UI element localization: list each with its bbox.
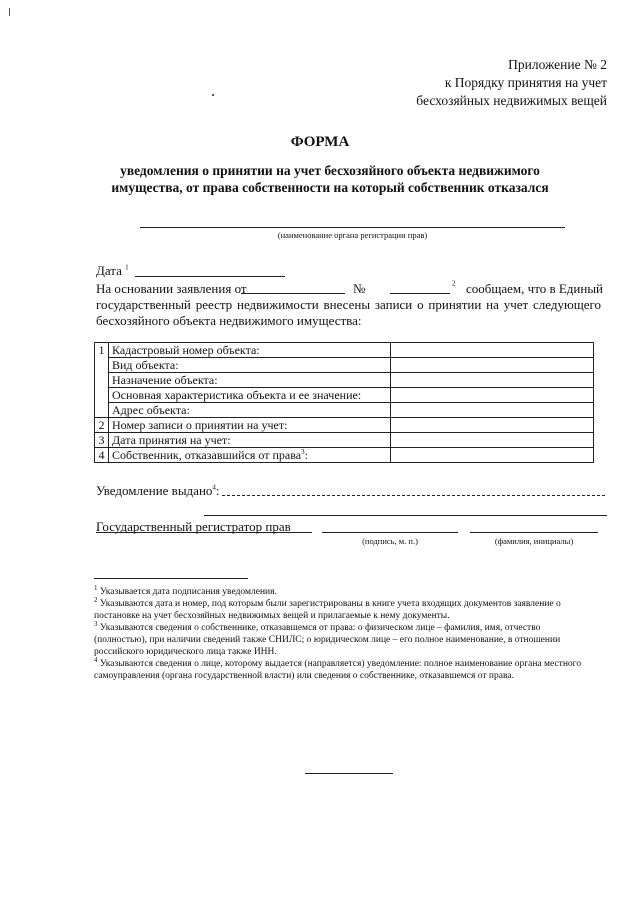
scan-speck (9, 8, 10, 16)
end-of-form-line (305, 773, 393, 774)
application-date-field[interactable] (241, 293, 345, 294)
footnote: $^3$ Указываются сведения о собственнике, отказавшемся от права: о физическом лице – фамилия, имя, отчество (полностью), при наличии сведений также СНИЛС; о юридическом лице – его полное наименование, в отношении российского юридического лица также ИНН. (94, 619, 561, 657)
row-label: Собственник, отказавшийся от права$^3$: (109, 448, 391, 463)
row-value-cell[interactable] (391, 403, 594, 418)
basis-prefix: На основании заявления от (96, 281, 247, 296)
name-field[interactable] (470, 532, 598, 533)
scan-speck (212, 94, 214, 96)
registrar-underline (96, 532, 312, 533)
authority-name-line[interactable] (140, 227, 565, 228)
date-label: Дата $^1$ (96, 263, 129, 278)
row-value-cell[interactable] (391, 448, 594, 463)
row-value-cell[interactable] (391, 418, 594, 433)
basis-suffix: сообщаем, что в Единый (466, 281, 604, 296)
footnote: $^2$ Указываются дата и номер, под которым были зарегистрированы в книге учета входящих документов заявление о постановке на учет бесхозяйных недвижимых вещей и прилагаемые к нему документы. (94, 595, 561, 621)
footnote: $^1$ Указывается дата подписания уведомления. (94, 583, 277, 597)
row-label: Адрес объекта: (109, 403, 391, 418)
appendix-ref-line: бесхозяйных недвижимых вещей (416, 93, 607, 108)
row-label: Номер записи о принятии на учет: (109, 418, 391, 433)
table-row (95, 448, 594, 463)
row-value-cell[interactable] (391, 343, 594, 358)
date-field[interactable] (135, 276, 285, 277)
name-caption: (фамилия, инициалы) (494, 536, 574, 546)
signature-field[interactable] (322, 532, 458, 533)
row-label: Назначение объекта: (109, 373, 391, 388)
table-row (95, 388, 594, 403)
table-row (95, 418, 594, 433)
row-number: 3 (95, 433, 109, 448)
basis-line: государственный реестр недвижимости внесены записи о принятии на учет следующего (96, 297, 601, 312)
objects-table (94, 342, 594, 463)
issued-field-continued[interactable] (204, 515, 607, 516)
basis-sup: 2 (452, 279, 456, 288)
form-title: ФОРМА (290, 134, 350, 150)
footnote-separator (94, 578, 248, 579)
row-value-cell[interactable] (391, 373, 594, 388)
footnote: $^4$ Указываются сведения о лице, которому выдается (направляется) уведомление: полное наименование органа местного самоуправления (органа государственной власти) или сведения о собственнике, отказавшемся от права. (94, 655, 582, 681)
form-subtitle-line: уведомления о принятии на учет бесхозяйного объекта недвижимого (120, 163, 540, 178)
appendix-number: Приложение № 2 (508, 57, 607, 72)
table-row (95, 358, 594, 373)
appendix-ref-line: к Порядку принятия на учет (444, 75, 607, 90)
row-label: Вид объекта: (109, 358, 391, 373)
basis-line: бесхозяйного объекта недвижимого имущества: (96, 313, 362, 328)
row-label: Кадастровый номер объекта: (109, 343, 391, 358)
row-value-cell[interactable] (391, 388, 594, 403)
row-label: Дата принятия на учет: (109, 433, 391, 448)
footnotes (94, 583, 594, 682)
issued-field[interactable] (222, 495, 605, 496)
row-number: 1 (95, 343, 109, 418)
form-subtitle (60, 162, 600, 196)
row-value-cell[interactable] (391, 433, 594, 448)
authority-caption: (наименование органа регистрации прав) (277, 230, 428, 240)
row-value-cell[interactable] (391, 358, 594, 373)
table-row (95, 373, 594, 388)
table-row (95, 403, 594, 418)
table-row (95, 343, 594, 358)
row-number: 4 (95, 448, 109, 463)
row-label: Основная характеристика объекта и ее значение: (109, 388, 391, 403)
basis-number-label: № (353, 281, 366, 296)
registrar-label: Государственный регистратор прав (96, 519, 291, 534)
form-subtitle-line: имущества, от права собственности на который собственник отказался (111, 180, 549, 195)
row-number: 2 (95, 418, 109, 433)
signature-caption: (подпись, м. п.) (362, 536, 418, 546)
appendix-header (387, 56, 607, 110)
application-number-field[interactable] (390, 293, 450, 294)
table-row (95, 433, 594, 448)
issued-label: Уведомление выдано$^4$: (96, 483, 220, 498)
